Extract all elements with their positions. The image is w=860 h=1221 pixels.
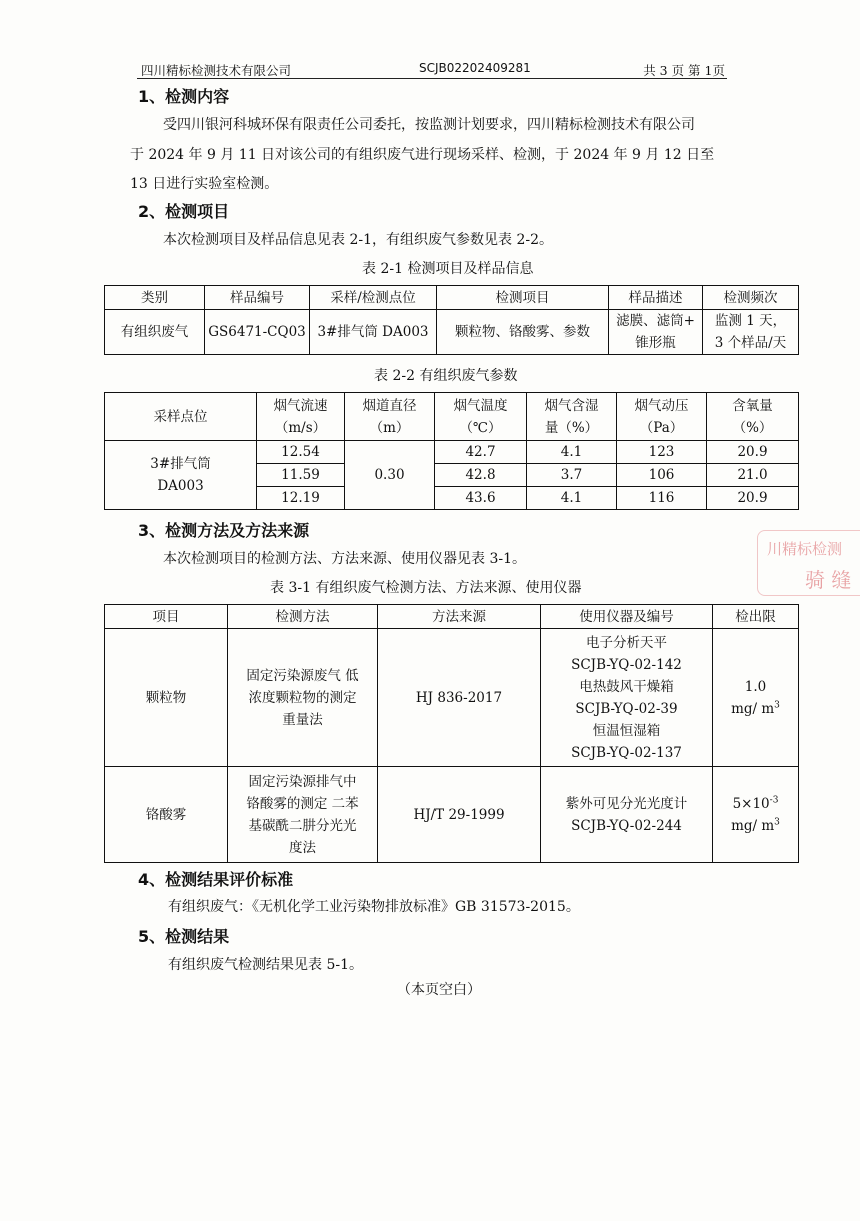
section-1-title: 1、检测内容 <box>138 87 230 106</box>
table-row <box>105 767 799 863</box>
table-row <box>105 441 799 464</box>
header-line: （Pa） <box>639 419 684 436</box>
cell-pressure: 123 <box>617 441 707 464</box>
desc-line: 锥形瓶 <box>635 335 676 351</box>
method-line: 基碳酰二肼分光光 <box>248 817 357 834</box>
table-2-1-header-cell: 样品描述 <box>609 286 703 310</box>
cell-moisture: 4.1 <box>527 441 617 464</box>
cell-point: 3#排气筒 DA003 <box>310 310 437 355</box>
stamp-text-line-1: 川精标检测 <box>767 540 843 558</box>
cell-frequency <box>703 310 799 355</box>
header-line: 含氧量 <box>732 397 773 414</box>
table-2-1-header-cell: 检测项目 <box>437 286 609 310</box>
limit-unit <box>716 698 795 720</box>
table-2-1 <box>104 285 799 355</box>
stamp-text-line-2: 骑 缝 <box>805 568 852 592</box>
instrument-line: 恒温恒湿箱 <box>592 722 661 739</box>
header-company: 四川精标检测技术有限公司 <box>141 63 292 78</box>
method-line: 重量法 <box>282 711 323 728</box>
freq-line: 3 个样品/天 <box>714 335 787 351</box>
cell-oxygen: 20.9 <box>707 487 799 510</box>
header-page-info: 共 3 页 第 1页 <box>643 63 725 78</box>
cell-pressure: 116 <box>617 487 707 510</box>
table-3-1-header-cell: 使用仪器及编号 <box>541 605 713 629</box>
cell-oxygen: 21.0 <box>707 464 799 487</box>
instrument-line: SCJB-YQ-02-39 <box>575 700 678 717</box>
section-1-line-2: 于 2024 年 9 月 11 日对该公司的有组织废气进行现场采样、检测，于 2024 年 9 月 12 日至 <box>130 147 715 163</box>
section-3-title: 3、检测方法及方法来源 <box>138 521 310 540</box>
cell-pressure: 106 <box>617 464 707 487</box>
instrument-line: 电热鼓风干燥箱 <box>579 678 674 695</box>
header-line: （%） <box>732 419 773 436</box>
section-1-line-1: 受四川银河科城环保有限责任公司委托，按监测计划要求，四川精标检测技术有限公司 <box>163 117 695 133</box>
header-line: 烟气流速 <box>273 397 328 414</box>
section-4-title: 4、检测结果评价标准 <box>138 870 294 889</box>
desc-line: 滤膜、滤筒+ <box>616 313 695 329</box>
table-2-1-header-cell: 样品编号 <box>205 286 310 310</box>
table-3-1-header-cell: 检测方法 <box>228 605 378 629</box>
page-header <box>137 60 727 79</box>
table-3-1-header-cell: 方法来源 <box>378 605 541 629</box>
instrument-line: SCJB-YQ-02-137 <box>571 744 682 761</box>
section-5-title: 5、检测结果 <box>138 927 230 946</box>
cell-limit <box>713 629 799 767</box>
table-2-1-caption: 表 2-1 检测项目及样品信息 <box>362 261 534 277</box>
limit-unit-text: mg/ m <box>731 700 775 717</box>
blank-page-note: （本页空白） <box>397 982 481 998</box>
table-3-1-header-cell: 项目 <box>105 605 228 629</box>
header-line: 量（%） <box>544 419 599 436</box>
table-2-1-header-cell: 采样/检测点位 <box>310 286 437 310</box>
header-point: 采样点位 <box>105 393 257 441</box>
seal-stamp <box>757 530 860 600</box>
cell-item: 铬酸雾 <box>105 767 228 863</box>
freq-line: 监测 1 天， <box>714 313 787 329</box>
limit-unit-sup: 3 <box>774 700 780 710</box>
section-3-text: 本次检测项目的检测方法、方法来源、使用仪器见表 3-1。 <box>163 551 526 567</box>
table-2-1-header-cell: 类别 <box>105 286 205 310</box>
cell-instruments <box>541 767 713 863</box>
table-3-1 <box>104 604 799 863</box>
cell-oxygen: 20.9 <box>707 441 799 464</box>
table-3-1-header-row <box>105 605 799 629</box>
table-2-1-row <box>105 310 799 355</box>
point-line: 3#排气筒 <box>150 456 211 472</box>
header-line: （m） <box>369 419 410 436</box>
header-pressure <box>617 393 707 441</box>
table-2-2 <box>104 392 799 510</box>
method-line: 浓度颗粒物的测定 <box>248 689 357 706</box>
table-3-1-header-cell: 检出限 <box>713 605 799 629</box>
method-line: 度法 <box>289 839 316 856</box>
instrument-line: SCJB-YQ-02-244 <box>571 817 682 834</box>
limit-exponent: -3 <box>769 795 779 805</box>
header-oxygen <box>707 393 799 441</box>
cell-instruments <box>541 629 713 767</box>
header-diameter <box>345 393 435 441</box>
instrument-line: 紫外可见分光光度计 <box>565 795 688 812</box>
point-line: DA003 <box>157 478 204 494</box>
table-2-2-header-row <box>105 393 799 441</box>
limit-unit <box>716 815 795 837</box>
cell-moisture: 3.7 <box>527 464 617 487</box>
section-4-text: 有组织废气：《无机化学工业污染物排放标准》GB 31573-2015。 <box>168 899 580 915</box>
header-moisture <box>527 393 617 441</box>
header-line: （m/s） <box>274 419 327 436</box>
limit-value <box>716 793 795 815</box>
limit-value-text: 5×10 <box>732 795 770 812</box>
cell-items: 颗粒物、铬酸雾、参数 <box>437 310 609 355</box>
cell-sample-no: GS6471-CQ03 <box>205 310 310 355</box>
table-2-2-caption: 表 2-2 有组织废气参数 <box>374 368 518 384</box>
limit-unit-sup: 3 <box>774 817 780 827</box>
cell-temp: 43.6 <box>435 487 527 510</box>
cell-category: 有组织废气 <box>105 310 205 355</box>
header-report-no: SCJB02202409281 <box>419 61 531 75</box>
cell-limit <box>713 767 799 863</box>
cell-temp: 42.7 <box>435 441 527 464</box>
cell-moisture: 4.1 <box>527 487 617 510</box>
table-row <box>105 629 799 767</box>
cell-flow: 11.59 <box>257 464 345 487</box>
cell-method <box>228 767 378 863</box>
table-3-1-caption: 表 3-1 有组织废气检测方法、方法来源、使用仪器 <box>270 580 582 596</box>
method-line: 固定污染源排气中 <box>248 773 357 790</box>
section-1-line-3: 13 日进行实验室检测。 <box>130 176 279 192</box>
cell-method <box>228 629 378 767</box>
section-2-title: 2、检测项目 <box>138 202 230 221</box>
header-line: （℃） <box>459 419 502 436</box>
cell-item: 颗粒物 <box>105 629 228 767</box>
header-temperature <box>435 393 527 441</box>
cell-source: HJ 836-2017 <box>378 629 541 767</box>
limit-unit-text: mg/ m <box>731 817 775 834</box>
method-line: 固定污染源废气 低 <box>246 667 359 684</box>
header-flow <box>257 393 345 441</box>
method-line: 铬酸雾的测定 二苯 <box>246 795 359 812</box>
instrument-line: SCJB-YQ-02-142 <box>571 656 682 673</box>
table-2-1-header-row <box>105 286 799 310</box>
table-2-1-header-cell: 检测频次 <box>703 286 799 310</box>
cell-description <box>609 310 703 355</box>
section-2-text: 本次检测项目及样品信息见表 2-1，有组织废气参数见表 2-2。 <box>163 232 553 248</box>
limit-value: 1.0 <box>744 678 767 695</box>
instrument-line: 电子分析天平 <box>586 634 667 651</box>
header-line: 烟气温度 <box>453 397 508 414</box>
cell-flow: 12.54 <box>257 441 345 464</box>
cell-source: HJ/T 29-1999 <box>378 767 541 863</box>
cell-temp: 42.8 <box>435 464 527 487</box>
header-line: 烟道直径 <box>362 397 417 414</box>
cell-flow: 12.19 <box>257 487 345 510</box>
header-line: 烟气含湿 <box>544 397 599 414</box>
cell-diameter: 0.30 <box>345 441 435 510</box>
header-line: 烟气动压 <box>634 397 689 414</box>
section-5-text: 有组织废气检测结果见表 5-1。 <box>168 957 363 973</box>
cell-sampling-point <box>105 441 257 510</box>
